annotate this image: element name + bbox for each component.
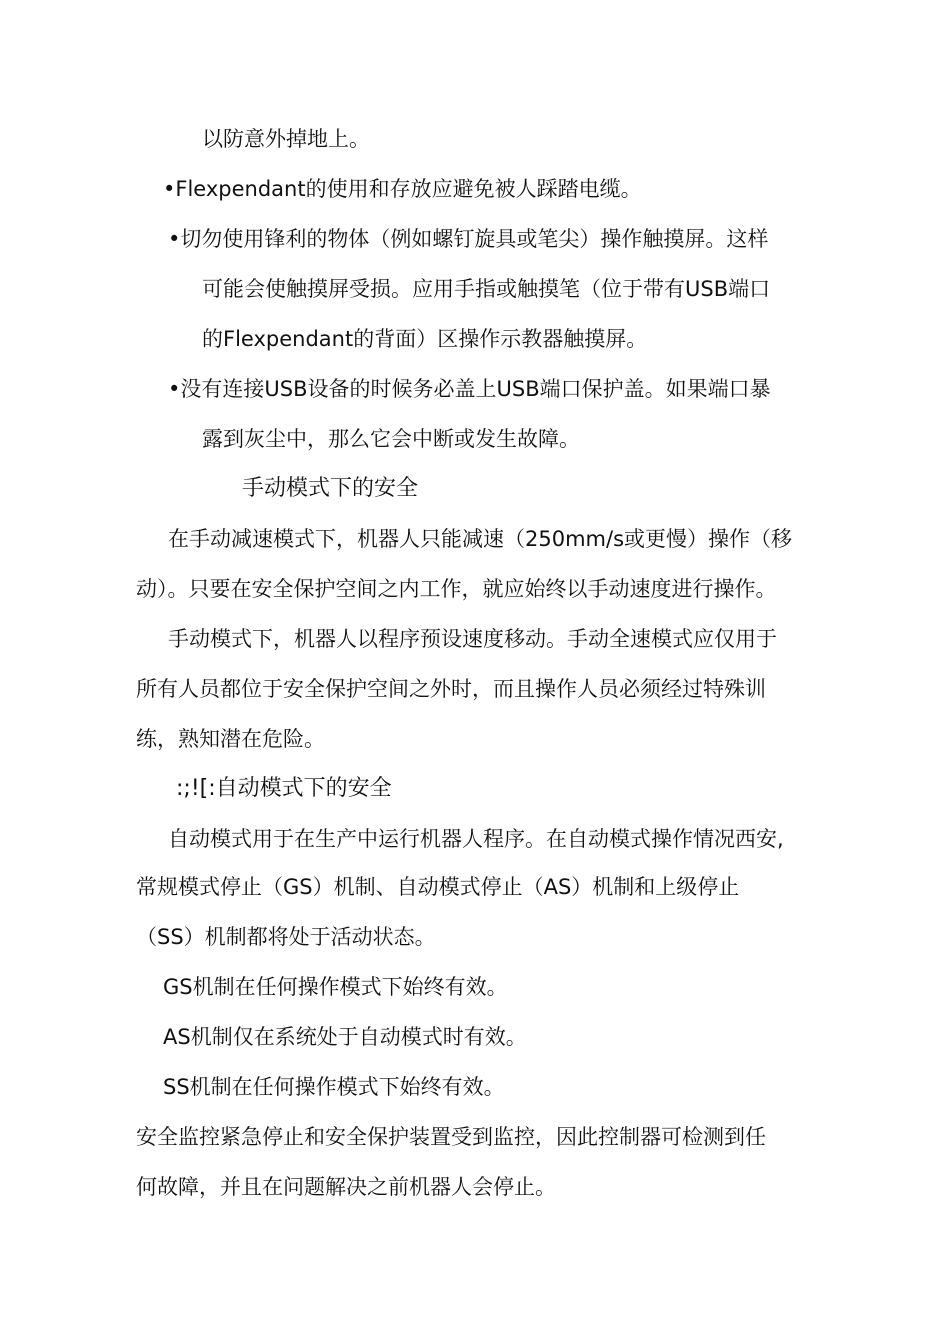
paragraph-line: 可能会使触摸屏受损。应用手指或触摸笔（位于带有USB端口 <box>202 277 771 301</box>
paragraph-line: 何故障，并且在问题解决之前机器人会停止。 <box>136 1175 556 1199</box>
paragraph-line: 动）。只要在安全保护空间之内工作，就应始终以手动速度进行操作。 <box>136 577 777 601</box>
paragraph-line: 所有人员都位于安全保护空间之外时，而且操作人员必须经过特殊训 <box>136 677 766 701</box>
section-heading: 手动模式下的安全 <box>242 476 419 501</box>
bullet-item: •Flexpendant的使用和存放应避免被人踩踏电缆。 <box>163 177 642 201</box>
paragraph-line: 安全监控紧急停止和安全保护装置受到监控，因此控制器可检测到任 <box>136 1125 766 1149</box>
paragraph-line: 的Flexpendant的背面）区操作示教器触摸屏。 <box>202 327 648 351</box>
bullet-item: •切勿使用锋利的物体（例如螺钉旋具或笔尖）操作触摸屏。这样 <box>168 227 769 251</box>
paragraph-line: （SS）机制都将处于活动状态。 <box>136 925 436 949</box>
paragraph-line: 以防意外掉地上。 <box>202 127 370 151</box>
paragraph-line: 露到灰尘中，那么它会中断或发生故障。 <box>202 427 580 451</box>
paragraph-line: AS机制仅在系统处于自动模式时有效。 <box>163 1025 527 1049</box>
paragraph-line: SS机制在任何操作模式下始终有效。 <box>163 1075 505 1099</box>
paragraph-line: 手动模式下，机器人以程序预设速度移动。手动全速模式应仅用于 <box>168 627 777 651</box>
paragraph-line: 自动模式用于在生产中运行机器人程序。在自动模式操作情况西安, <box>168 827 784 851</box>
section-heading: :;![:自动模式下的安全 <box>176 776 392 801</box>
paragraph-line: 在手动减速模式下，机器人只能减速（250mm/s或更慢）操作（移 <box>168 527 793 551</box>
bullet-item: •没有连接USB设备的时候务必盖上USB端口保护盖。如果端口暴 <box>168 377 771 401</box>
paragraph-line: GS机制在任何操作模式下始终有效。 <box>163 975 508 999</box>
paragraph-line: 练，熟知潜在危险。 <box>136 727 325 751</box>
paragraph-line: 常规模式停止（GS）机制、自动模式停止（AS）机制和上级停止 <box>136 875 740 899</box>
